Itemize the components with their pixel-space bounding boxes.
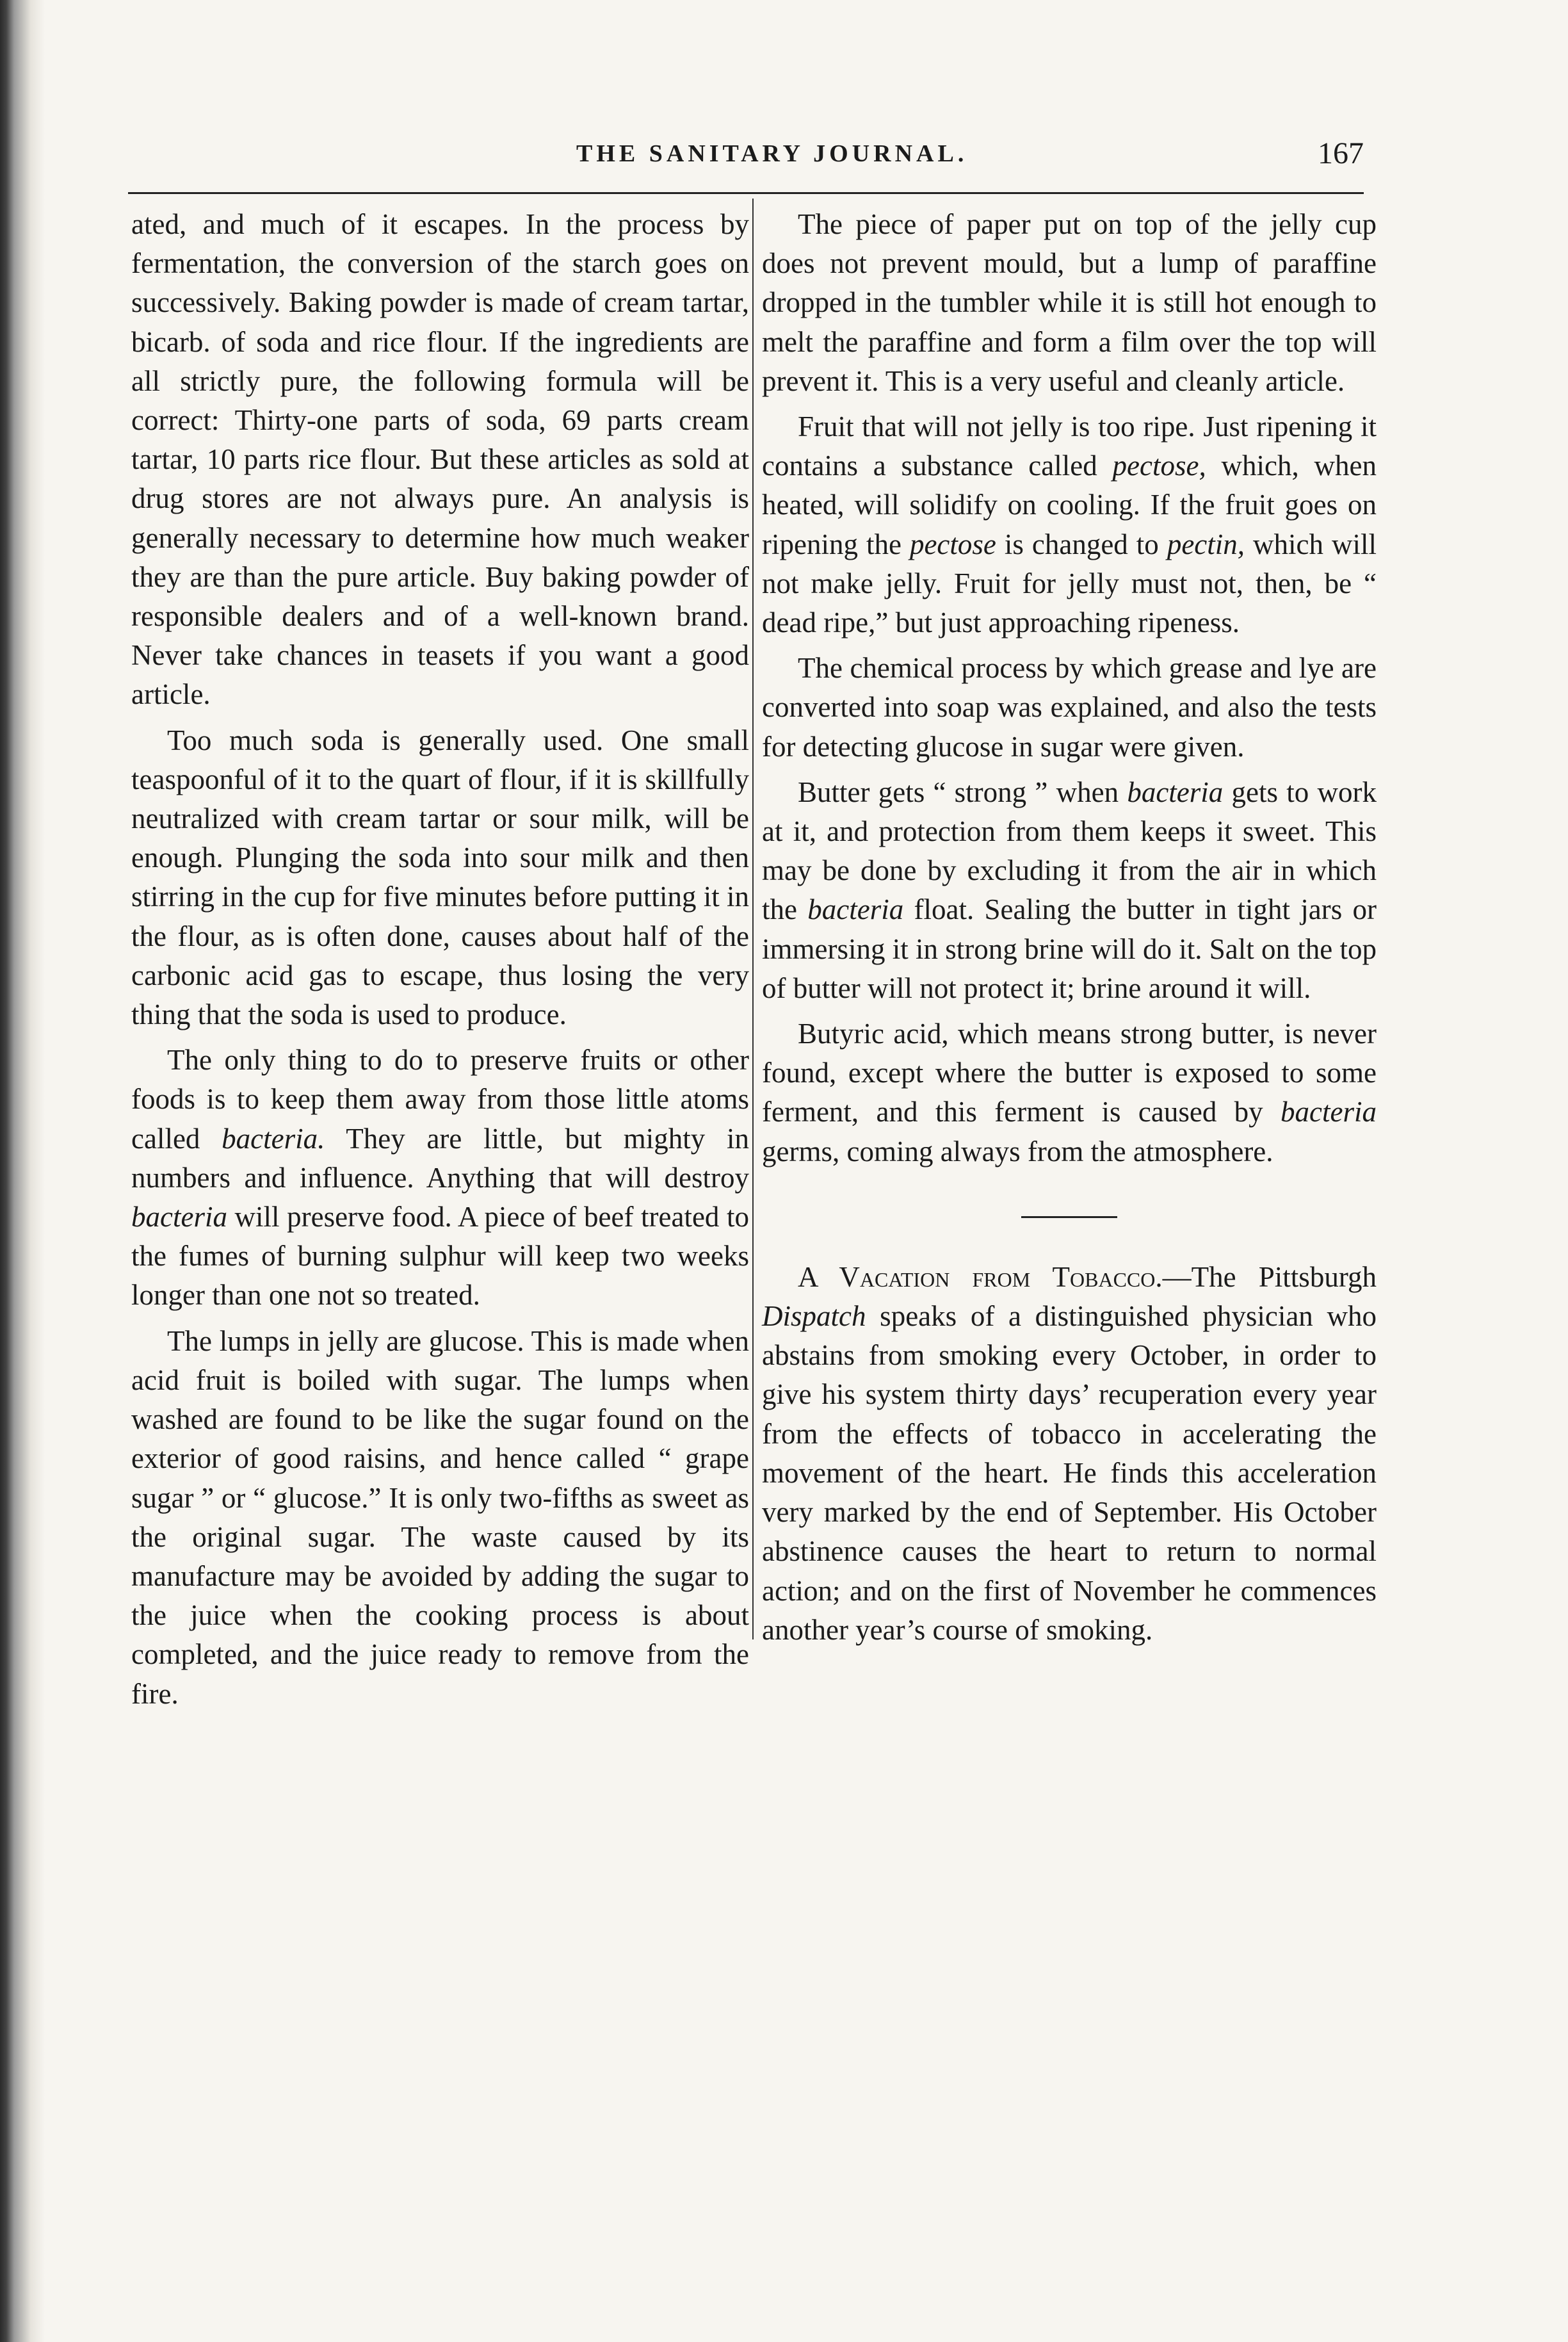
text-run: which will not make jelly. Fruit for jelly must not, then, be “ dead ripe,” but just approaching ripeness. xyxy=(762,528,1377,639)
italic-term: bacteria xyxy=(131,1201,227,1233)
page-header xyxy=(128,136,1364,178)
text-run: The only thing to do to preserve fruits or other foods is to keep them away from those little atoms called xyxy=(131,1044,749,1155)
italic-term: bacteria. xyxy=(222,1122,325,1155)
italic-term: pectin, xyxy=(1167,528,1245,560)
text-run: —The Pittsburgh xyxy=(1162,1260,1377,1293)
italic-term: Dispatch xyxy=(762,1300,866,1333)
text-run: Fruit that will not jelly is too ripe. Just ripening it contains a substance called xyxy=(762,411,1377,482)
paragraph-soap: The chemical process by which grease and lye are converted into soap was explained, and also the tests for detecting glucose in sugar were given. xyxy=(762,652,1377,763)
text-run: They are little, but mighty in numbers and influence. Anything that will destroy xyxy=(131,1122,750,1194)
right-column xyxy=(762,205,1377,1656)
paragraph-fruit-jelly xyxy=(762,407,1377,642)
text-run: speaks of a distinguished physician who abstains from smoking every October, in order to give his system thirty days’ recuperation every year from the effects of tobacco in accelerating the movement of the heart. He finds this acceleration very marked by the end of September. His October abstinence causes the heart to return to normal action; and on the first of November he commences another year’s course of smoking. xyxy=(762,1300,1377,1646)
text-run: Butyric acid, which means strong butter, is never found, except where the butter is exposed to some ferment, and this ferment is caused by xyxy=(762,1018,1377,1128)
italic-term: bacteria xyxy=(1281,1096,1377,1128)
page-number: 167 xyxy=(1318,136,1364,170)
section-heading: A Vacation from Tobacco. xyxy=(798,1260,1163,1293)
section-separator xyxy=(1021,1216,1117,1218)
paragraph-jelly-glucose: The lumps in jelly are glucose. This is made when acid fruit is boiled with sugar. The lumps when washed are found to be like the sugar found on the exterior of good raisins, and hence called “ grape sugar ” or “ glucose.” It is only two-fifths as sweet as the original sugar. The waste caused by its manufacture may be avoided by adding the sugar to the juice when the cooking process is about completed, and the juice ready to remove from the fire. xyxy=(131,1324,749,1710)
page-binding-edge xyxy=(0,0,45,2342)
header-rule xyxy=(128,192,1364,194)
paragraph-bacteria-food xyxy=(131,1041,749,1315)
paragraph-butter xyxy=(762,773,1377,1008)
running-title: THE SANITARY JOURNAL. xyxy=(576,140,968,167)
italic-term: bacteria xyxy=(807,893,904,926)
text-run: Butter gets “ strong ” when xyxy=(798,776,1128,808)
italic-term: bacteria xyxy=(1127,776,1224,808)
text-run: gets to work at it, and protection from them keeps it sweet. This may be done by excluding it from the air in which the xyxy=(762,776,1377,926)
paragraph-vacation-tobacco xyxy=(762,1258,1377,1650)
left-column xyxy=(131,205,749,1720)
italic-term: pectose, xyxy=(1112,450,1206,482)
text-run: float. Sealing the butter in tight jars or immersing it in strong brine will do it. Salt on the top of butter will not protect it; brine around it will. xyxy=(762,893,1377,1004)
text-run: will preserve food. A piece of beef treated to the fumes of burning sulphur will keep two weeks longer than one not so treated. xyxy=(131,1201,749,1312)
italic-term: pectose xyxy=(909,528,996,560)
paragraph-soda: Too much soda is generally used. One small teaspoonful of it to the quart of flour, if it is skillfully neutralized with cream tartar or sour milk, will be enough. Plunging the soda into sour milk and then stirring in the cup for five minutes before putting it in the flour, as is often done, causes about half of the carbonic acid gas to escape, thus losing the very thing that the soda is used to produce. xyxy=(131,724,749,1031)
paragraph-baking-powder: ated, and much of it escapes. In the process by fermentation, the conversion of the starch goes on successively. Baking powder is made of cream tartar, bicarb. of soda and rice flour. If the ingredients are all strictly pure, the following formula will be correct: Thirty-one parts of soda, 69 parts cream tartar, 10 parts rice flour. But these articles as sold at drug stores are not always pure. An analysis is generally necessary to determine how much weaker they are than the pure article. Buy baking powder of responsible dealers and of a well-known brand. Never take chances in teasets if you want a good article. xyxy=(131,208,749,711)
paragraph-butyric-acid xyxy=(762,1014,1377,1171)
column-divider xyxy=(752,199,754,1639)
text-run: germs, coming always from the atmosphere. xyxy=(762,1135,1273,1167)
paragraph-paraffine: The piece of paper put on top of the jelly cup does not prevent mould, but a lump of paraffine dropped in the tumbler while it is still hot enough to melt the paraffine and form a film over the top will prevent it. This is a very useful and cleanly article. xyxy=(762,208,1377,397)
text-run: which, when heated, will solidify on cooling. If the fruit goes on ripening the xyxy=(762,450,1377,560)
text-run: is changed to xyxy=(996,528,1167,560)
